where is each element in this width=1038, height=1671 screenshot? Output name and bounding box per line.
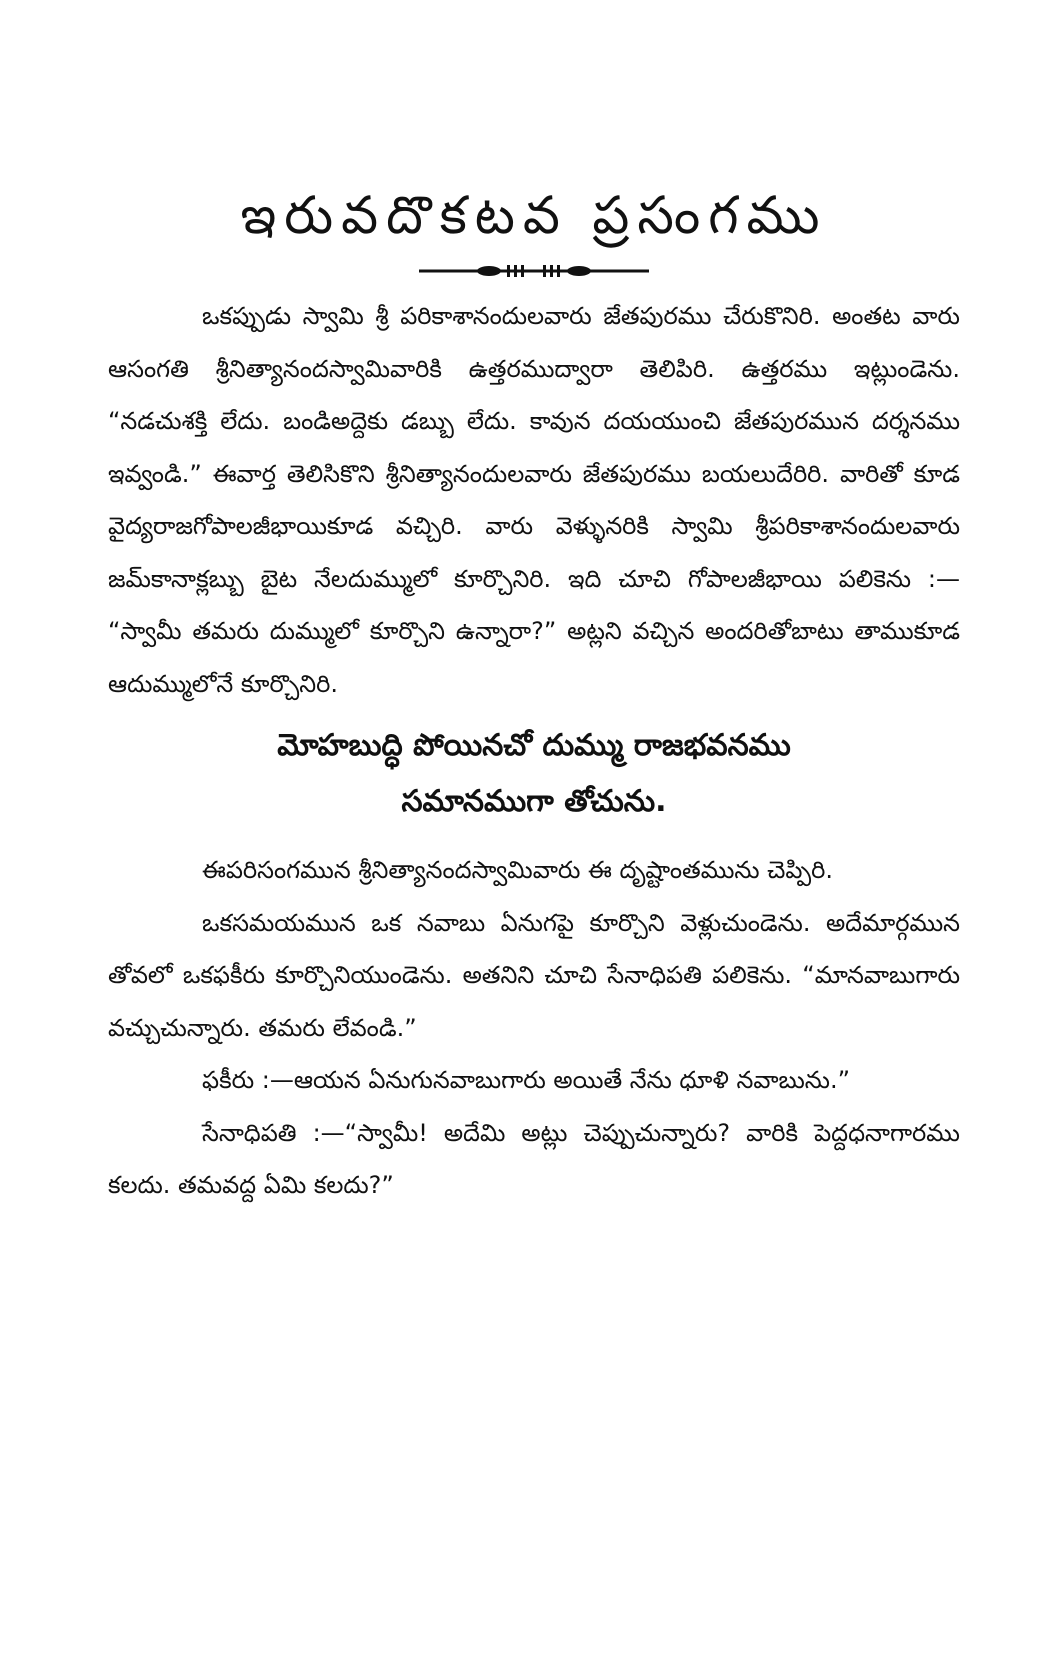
story-paragraph: ఒకసమయమున ఒక నవాబు ఏనుగపై కూర్చొని వెళ్లుచుండెను. అదేమార్గమున తోవలో ఒకఫకీరు కూర్చొనియుండెను. అతనిని చూచి సేనాధిపతి పలికెను. “మానవాబుగారు వచ్చుచున్నారు. తమరు లేవండి.” <box>108 908 960 1042</box>
story-paragraph: సేనాధిపతి :—“స్వామీ! అదేమి అట్లు చెప్పుచున్నారు? వారికి పెద్దధనాగారము కలదు. తమవద్ద ఏమి కలదు?” <box>108 1118 960 1199</box>
intro-paragraph: ఒకప్పుడు స్వామి శ్రీ పరికాశానందులవారు జేతపురము చేరుకొనిరి. అంతట వారు ఆసంగతి శ్రీనిత్యానందస్వామివారికి ఉత్తరముద్వారా తెలిపిరి. ఉత్తరము ఇట్లుండెను. “నడచుశక్తి లేదు. బండిఅద్దెకు డబ్బు లేదు. కావున దయయుంచి జేతపురమున దర్శనము ఇవ్వండి.” ఈవార్త తెలిసికొని శ్రీనిత్యానందులవారు జేతపురము బయలుదేరిరి. వారితో కూడ వైద్యరాజగోపాలజీభాయికూడ వచ్చిరి. వారు వెళ్ళునరికి స్వామి శ్రీపరికాశానందులవారు జమ్‌కానాక్లబ్బు బైట నేలదుమ్ములో కూర్చొనిరి. ఇది చూచి గోపాలజీభాయి పలికెను :— “స్వామీ తమరు దుమ్ములో కూర్చొని ఉన్నారా?” అట్లని వచ్చిన అందరితోబాటు తాముకూడ ఆదుమ్ములోనే కూర్చొనిరి. <box>108 302 960 698</box>
story-paragraph: ఈపరిసంగమున శ్రీనిత్యానందస్వామివారు ఈ దృష్టాంతమును చెప్పిరి. <box>202 856 834 884</box>
story-paragraph: ఫకీరు :—ఆయన ఏనుగునవాబుగారు అయితే నేను ధూళి నవాబును.” <box>202 1066 851 1094</box>
ornament-divider-icon <box>419 262 649 280</box>
subheading-line: సమానముగా తోచును. <box>401 784 667 819</box>
chapter-title: ఇరువదొకటవ ప్రసంగము <box>240 186 828 246</box>
section-subheading <box>108 718 960 830</box>
subheading-line: మోహబుద్ధి పోయినచో దుమ్ము రాజభవనము <box>277 728 791 763</box>
book-page <box>108 178 960 1212</box>
